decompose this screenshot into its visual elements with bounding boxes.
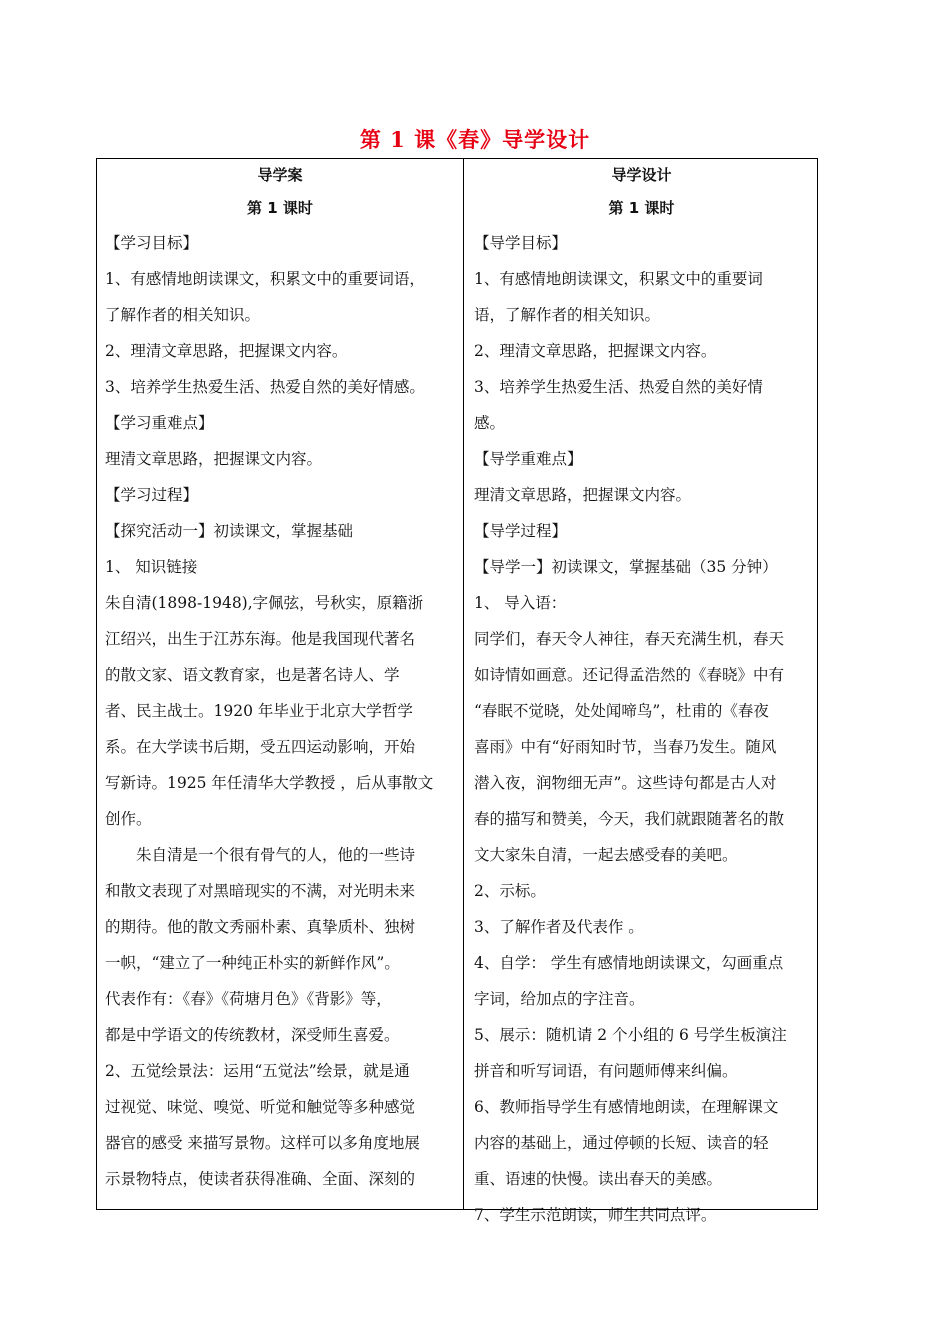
right-text-line: 喜雨》中有“好雨知时节，当春乃发生。随风	[474, 738, 777, 756]
right-text-line: 潜入夜，润物细无声”。这些诗句都是古人对	[474, 774, 777, 792]
right-text-line: 【导学一】初读课文，掌握基础（35 分钟）	[474, 558, 778, 576]
left-text-line: 1、有感情地朗读课文，积累文中的重要词语，	[105, 270, 425, 288]
left-text-line: 朱自清是一个很有骨气的人，他的一些诗	[136, 846, 416, 864]
document-title: 第 1 课《春》导学设计	[359, 127, 591, 152]
left-text-line: 系。在大学读书后期，受五四运动影响，开始	[105, 738, 416, 756]
left-column-study-plan	[97, 159, 464, 1209]
left-text-line: 的散文家、语文教育家，也是著名诗人、学	[105, 666, 400, 684]
left-text-line: 器官的感受 来描写景物。这样可以多角度地展	[105, 1134, 420, 1152]
right-text-line: 3、培养学生热爱生活、热爱自然的美好情	[474, 378, 763, 396]
left-text-line: 创作。	[105, 810, 152, 828]
right-text-line: 重、语速的快慢。读出春天的美感。	[474, 1170, 723, 1188]
left-text-line: 理清文章思路，把握课文内容。	[105, 450, 323, 468]
right-text-line: 7、学生示范朗读，师生共同点评。	[474, 1206, 717, 1224]
right-text-line: 理清文章思路，把握课文内容。	[474, 486, 692, 504]
right-text-line: 3、了解作者及代表作 。	[474, 918, 644, 936]
left-text-line: 江绍兴，出生于江苏东海。他是我国现代著名	[105, 630, 416, 648]
left-text-line: 朱自清(1898-1948),字佩弦，号秋实，原籍浙	[105, 594, 424, 612]
left-text-line: 【探究活动一】初读课文，掌握基础	[105, 522, 354, 540]
left-text-line: 2、五觉绘景法：运用“五觉法”绘景，就是通	[105, 1062, 410, 1080]
right-text-line: 5、展示：随机请 2 个小组的 6 号学生板演注	[474, 1026, 787, 1044]
left-text-line: 1、 知识链接	[105, 558, 198, 576]
left-text-line: 一帜，“建立了一种纯正朴实的新鲜作风”。	[105, 954, 400, 972]
right-text-line: 【导学重难点】	[474, 450, 583, 468]
lesson-table	[96, 158, 818, 1224]
right-column-teaching-design	[464, 159, 817, 1224]
right-text-line: 春的描写和赞美，今天，我们就跟随著名的散	[474, 810, 785, 828]
left-text-line: 写新诗。1925 年任清华大学教授 ，后从事散文	[105, 774, 434, 792]
left-text-line: 代表作有：《春》《荷塘月色》《背影》等，	[105, 990, 392, 1008]
right-text-line: 1、 导入语：	[474, 594, 567, 612]
right-text-line: 感。	[474, 414, 506, 432]
right-text-line: 【导学目标】	[474, 234, 568, 252]
right-text-line: 1、有感情地朗读课文，积累文中的重要词	[474, 270, 763, 288]
right-column-subheader: 第 1 课时	[608, 199, 675, 217]
right-column-body	[474, 225, 809, 1233]
right-text-line: 6、教师指导学生有感情地朗读，在理解课文	[474, 1098, 779, 1116]
right-text-line: 文大家朱自清，一起去感受春的美吧。	[474, 846, 738, 864]
left-text-line: 【学习重难点】	[105, 414, 214, 432]
left-text-line: 【学习过程】	[105, 486, 199, 504]
right-text-line: 内容的基础上，通过停顿的长短、读音的轻	[474, 1134, 769, 1152]
left-text-line: 都是中学语文的传统教材，深受师生喜爱。	[105, 1026, 400, 1044]
right-column-header: 导学设计	[611, 166, 672, 184]
left-text-line: 2、理清文章思路，把握课文内容。	[105, 342, 348, 360]
right-text-line: 字词，给加点的字注音。	[474, 990, 645, 1008]
left-text-line: 的期待。他的散文秀丽朴素、真挚质朴、独树	[105, 918, 416, 936]
left-column-header: 导学案	[257, 166, 303, 184]
right-text-line: 语，了解作者的相关知识。	[474, 306, 661, 324]
right-text-line: 拼音和听写词语，有问题师傅来纠偏。	[474, 1062, 738, 1080]
left-text-line: 3、培养学生热爱生活、热爱自然的美好情感。	[105, 378, 425, 396]
left-text-line: 者、民主战士。1920 年毕业于北京大学哲学	[105, 702, 413, 720]
left-text-line: 和散文表现了对黑暗现实的不满，对光明未来	[105, 882, 416, 900]
left-text-line: 了解作者的相关知识。	[105, 306, 261, 324]
left-text-line: 过视觉、味觉、嗅觉、听觉和触觉等多种感觉	[105, 1098, 416, 1116]
right-text-line: 【导学过程】	[474, 522, 568, 540]
right-text-line: 同学们，春天令人神往，春天充满生机，春天	[474, 630, 785, 648]
left-text-line: 【学习目标】	[105, 234, 199, 252]
right-text-line: 2、示标。	[474, 882, 546, 900]
left-column-body	[105, 225, 455, 1197]
right-text-line: 2、理清文章思路，把握课文内容。	[474, 342, 717, 360]
right-text-line: “春眠不觉晓，处处闻啼鸟”，杜甫的《春夜	[474, 702, 769, 720]
left-column-subheader: 第 1 课时	[247, 199, 313, 217]
left-text-line: 示景物特点，使读者获得准确、全面、深刻的	[105, 1170, 416, 1188]
right-text-line: 如诗情如画意。还记得孟浩然的《春晓》中有	[474, 666, 785, 684]
right-text-line: 4、自学： 学生有感情地朗读课文，勾画重点	[474, 954, 784, 972]
